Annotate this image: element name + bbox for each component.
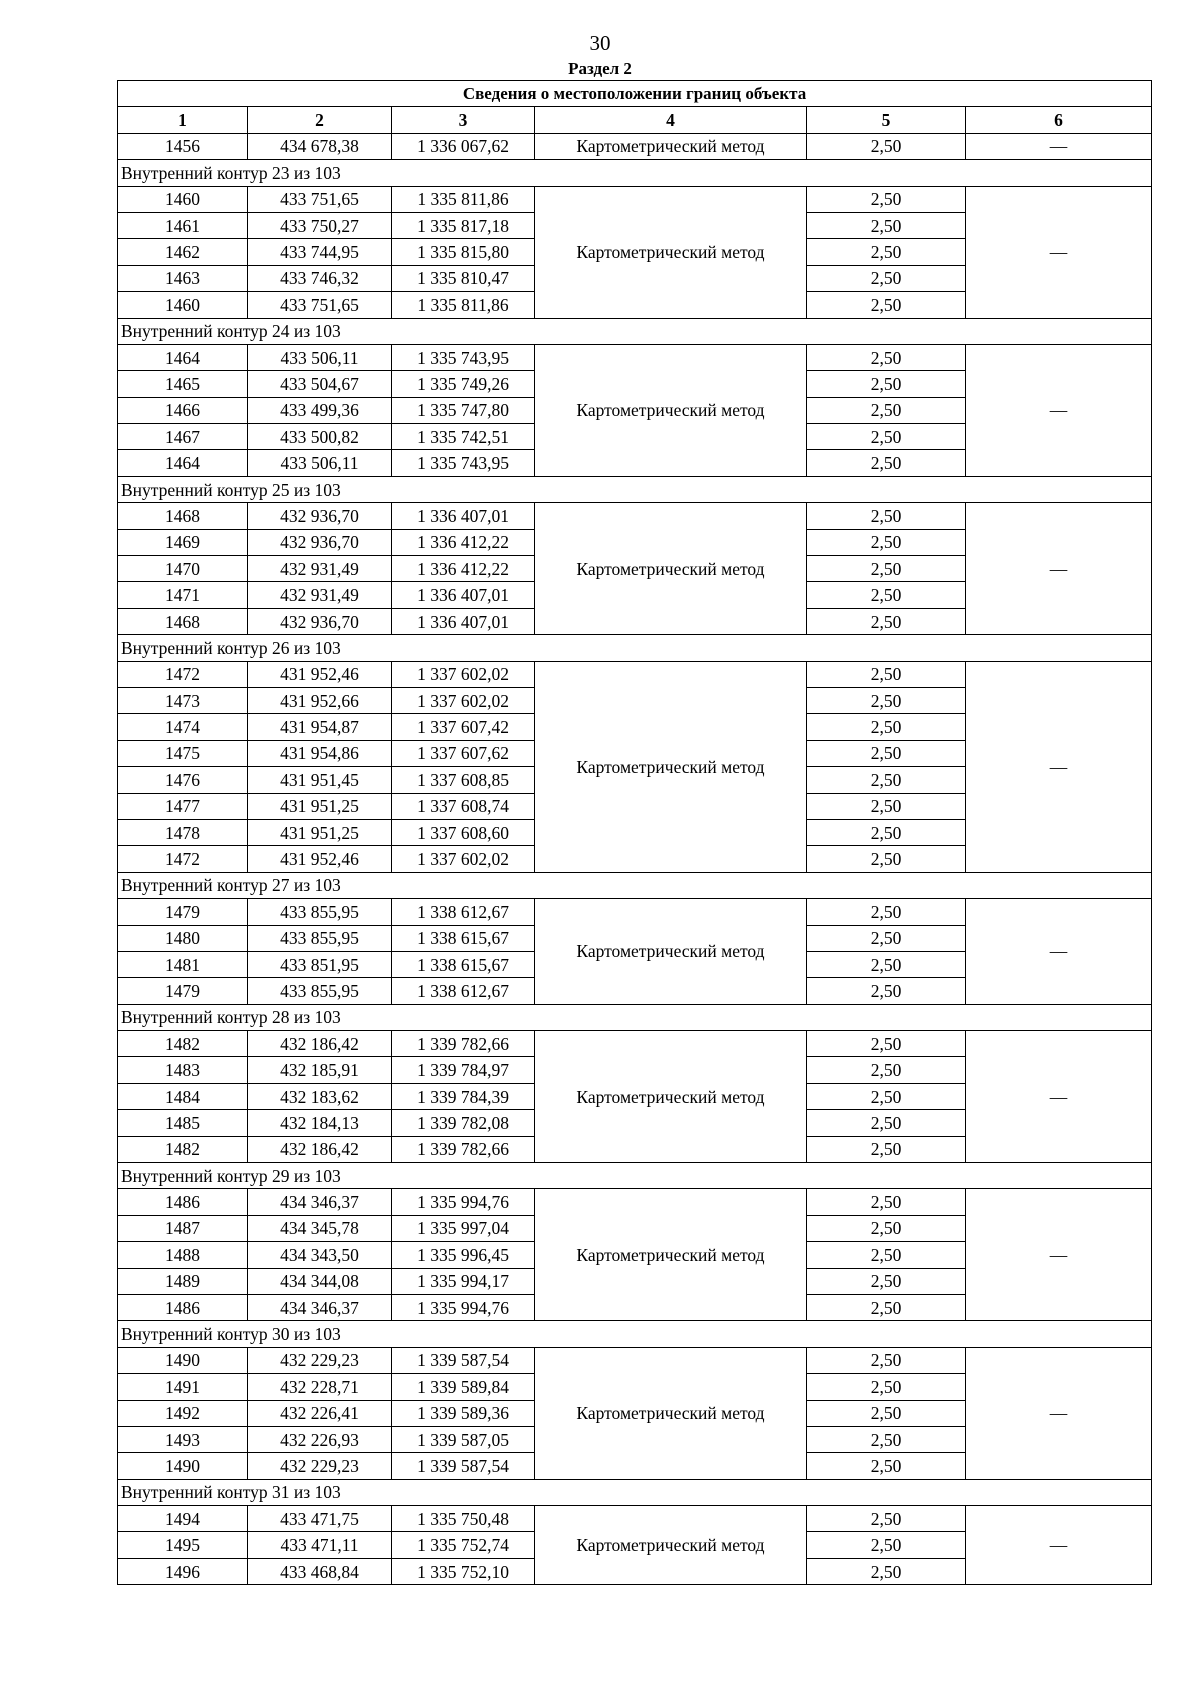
accuracy-cell: 2,50: [807, 1083, 966, 1109]
contour-title: Внутренний контур 25 из 103: [118, 476, 1152, 502]
column-6-cell: —: [966, 133, 1152, 159]
coordinate-y-cell: 1 337 602,02: [392, 661, 535, 687]
coordinate-y-cell: 1 335 811,86: [392, 186, 535, 212]
contour-title: Внутренний контур 29 из 103: [118, 1163, 1152, 1189]
coordinate-x-cell: 432 936,70: [248, 529, 392, 555]
column-6-cell: —: [966, 503, 1152, 635]
boundary-coordinates-table: [117, 80, 1152, 1585]
contour-title-row: [118, 1479, 1152, 1505]
contour-title: Внутренний контур 24 из 103: [118, 318, 1152, 344]
coordinate-y-cell: 1 337 608,74: [392, 793, 535, 819]
point-number-cell: 1489: [118, 1268, 248, 1294]
coordinate-y-cell: 1 339 589,36: [392, 1400, 535, 1426]
coordinate-x-cell: 433 851,95: [248, 951, 392, 977]
coordinate-x-cell: 431 952,46: [248, 846, 392, 872]
column-6-cell: —: [966, 899, 1152, 1005]
contour-title: Внутренний контур 31 из 103: [118, 1479, 1152, 1505]
coordinate-x-cell: 432 936,70: [248, 503, 392, 529]
method-cell: Картометрический метод: [535, 503, 807, 635]
coordinate-y-cell: 1 335 752,74: [392, 1532, 535, 1558]
coordinate-y-cell: 1 336 407,01: [392, 608, 535, 634]
coordinate-y-cell: 1 335 742,51: [392, 424, 535, 450]
coordinate-y-cell: 1 336 412,22: [392, 529, 535, 555]
coordinate-x-cell: 432 229,23: [248, 1347, 392, 1373]
accuracy-cell: 2,50: [807, 1031, 966, 1057]
point-number-cell: 1485: [118, 1110, 248, 1136]
accuracy-cell: 2,50: [807, 608, 966, 634]
accuracy-cell: 2,50: [807, 582, 966, 608]
coordinate-x-cell: 431 954,87: [248, 714, 392, 740]
column-number: 3: [392, 107, 535, 133]
coordinate-y-cell: 1 337 602,02: [392, 846, 535, 872]
coordinate-y-cell: 1 335 810,47: [392, 265, 535, 291]
contour-title-row: [118, 318, 1152, 344]
coordinate-x-cell: 433 504,67: [248, 371, 392, 397]
contour-title-row: [118, 635, 1152, 661]
coordinate-x-cell: 433 750,27: [248, 212, 392, 238]
coordinate-x-cell: 432 931,49: [248, 582, 392, 608]
point-number-cell: 1495: [118, 1532, 248, 1558]
coordinate-x-cell: 432 226,93: [248, 1426, 392, 1452]
point-number-cell: 1465: [118, 371, 248, 397]
column-6-cell: —: [966, 661, 1152, 872]
point-number-cell: 1479: [118, 899, 248, 925]
accuracy-cell: 2,50: [807, 133, 966, 159]
column-number: 1: [118, 107, 248, 133]
accuracy-cell: 2,50: [807, 371, 966, 397]
coordinate-x-cell: 433 751,65: [248, 292, 392, 318]
page-number: 30: [589, 31, 611, 55]
column-number: 5: [807, 107, 966, 133]
point-number-cell: 1464: [118, 344, 248, 370]
point-number-cell: 1487: [118, 1215, 248, 1241]
point-number-cell: 1469: [118, 529, 248, 555]
coordinate-x-cell: 431 952,46: [248, 661, 392, 687]
accuracy-cell: 2,50: [807, 186, 966, 212]
coordinate-x-cell: 432 229,23: [248, 1453, 392, 1479]
coordinate-y-cell: 1 335 743,95: [392, 344, 535, 370]
point-number-cell: 1461: [118, 212, 248, 238]
table-body: [118, 81, 1152, 1585]
table-row: [118, 899, 1152, 925]
coordinate-x-cell: 432 936,70: [248, 608, 392, 634]
accuracy-cell: 2,50: [807, 1347, 966, 1373]
coordinate-x-cell: 433 855,95: [248, 978, 392, 1004]
point-number-cell: 1474: [118, 714, 248, 740]
accuracy-cell: 2,50: [807, 793, 966, 819]
accuracy-cell: 2,50: [807, 1215, 966, 1241]
point-number-cell: 1466: [118, 397, 248, 423]
coordinate-y-cell: 1 338 615,67: [392, 951, 535, 977]
coordinate-y-cell: 1 336 407,01: [392, 503, 535, 529]
table-row: [118, 344, 1152, 370]
coordinate-y-cell: 1 336 412,22: [392, 556, 535, 582]
accuracy-cell: 2,50: [807, 450, 966, 476]
coordinate-y-cell: 1 339 784,39: [392, 1083, 535, 1109]
point-number-cell: 1460: [118, 186, 248, 212]
coordinate-x-cell: 433 499,36: [248, 397, 392, 423]
method-cell: Картометрический метод: [535, 661, 807, 872]
method-cell: Картометрический метод: [535, 133, 807, 159]
point-number-cell: 1472: [118, 846, 248, 872]
coordinate-y-cell: 1 336 407,01: [392, 582, 535, 608]
accuracy-cell: 2,50: [807, 239, 966, 265]
coordinate-y-cell: 1 335 749,26: [392, 371, 535, 397]
accuracy-cell: 2,50: [807, 503, 966, 529]
point-number-cell: 1490: [118, 1453, 248, 1479]
coordinate-x-cell: 433 471,11: [248, 1532, 392, 1558]
accuracy-cell: 2,50: [807, 265, 966, 291]
point-number-cell: 1482: [118, 1136, 248, 1162]
coordinate-x-cell: 434 346,37: [248, 1189, 392, 1215]
coordinate-y-cell: 1 337 602,02: [392, 687, 535, 713]
point-number-cell: 1468: [118, 608, 248, 634]
accuracy-cell: 2,50: [807, 714, 966, 740]
coordinate-y-cell: 1 335 743,95: [392, 450, 535, 476]
accuracy-cell: 2,50: [807, 1136, 966, 1162]
column-6-cell: —: [966, 1189, 1152, 1321]
contour-title-row: [118, 1004, 1152, 1030]
coordinate-x-cell: 433 746,32: [248, 265, 392, 291]
point-number-cell: 1467: [118, 424, 248, 450]
coordinate-x-cell: 434 678,38: [248, 133, 392, 159]
table-row: [118, 661, 1152, 687]
coordinate-x-cell: 433 744,95: [248, 239, 392, 265]
coordinate-x-cell: 432 186,42: [248, 1031, 392, 1057]
accuracy-cell: 2,50: [807, 1532, 966, 1558]
accuracy-cell: 2,50: [807, 1057, 966, 1083]
contour-title: Внутренний контур 26 из 103: [118, 635, 1152, 661]
method-cell: Картометрический метод: [535, 186, 807, 318]
coordinate-y-cell: 1 335 994,76: [392, 1189, 535, 1215]
coordinate-y-cell: 1 337 607,62: [392, 740, 535, 766]
accuracy-cell: 2,50: [807, 397, 966, 423]
coordinate-x-cell: 432 228,71: [248, 1374, 392, 1400]
coordinate-x-cell: 433 468,84: [248, 1558, 392, 1584]
contour-title-row: [118, 1163, 1152, 1189]
column-number: 6: [966, 107, 1152, 133]
coordinate-y-cell: 1 335 747,80: [392, 397, 535, 423]
coordinate-x-cell: 433 471,75: [248, 1506, 392, 1532]
point-number-cell: 1475: [118, 740, 248, 766]
coordinate-y-cell: 1 336 067,62: [392, 133, 535, 159]
method-cell: Картометрический метод: [535, 1189, 807, 1321]
contour-title: Внутренний контур 28 из 103: [118, 1004, 1152, 1030]
column-6-cell: —: [966, 1506, 1152, 1585]
coordinate-x-cell: 432 186,42: [248, 1136, 392, 1162]
table-row: [118, 1031, 1152, 1057]
method-cell: Картометрический метод: [535, 1347, 807, 1479]
coordinate-x-cell: 433 506,11: [248, 344, 392, 370]
coordinate-x-cell: 433 855,95: [248, 925, 392, 951]
point-number-cell: 1463: [118, 265, 248, 291]
coordinate-y-cell: 1 338 612,67: [392, 978, 535, 1004]
coordinate-x-cell: 432 185,91: [248, 1057, 392, 1083]
coordinate-y-cell: 1 338 615,67: [392, 925, 535, 951]
point-number-cell: 1486: [118, 1189, 248, 1215]
accuracy-cell: 2,50: [807, 1294, 966, 1320]
coordinate-y-cell: 1 339 587,05: [392, 1426, 535, 1452]
coordinate-y-cell: 1 339 587,54: [392, 1347, 535, 1373]
accuracy-cell: 2,50: [807, 1268, 966, 1294]
contour-title: Внутренний контур 23 из 103: [118, 160, 1152, 186]
coordinate-x-cell: 434 344,08: [248, 1268, 392, 1294]
coordinate-x-cell: 431 951,45: [248, 767, 392, 793]
column-6-cell: —: [966, 344, 1152, 476]
column-number: 2: [248, 107, 392, 133]
coordinate-y-cell: 1 335 815,80: [392, 239, 535, 265]
accuracy-cell: 2,50: [807, 1426, 966, 1452]
point-number-cell: 1491: [118, 1374, 248, 1400]
coordinate-y-cell: 1 335 996,45: [392, 1242, 535, 1268]
accuracy-cell: 2,50: [807, 767, 966, 793]
accuracy-cell: 2,50: [807, 1110, 966, 1136]
point-number-cell: 1480: [118, 925, 248, 951]
method-cell: Картометрический метод: [535, 344, 807, 476]
coordinate-y-cell: 1 339 587,54: [392, 1453, 535, 1479]
coordinate-x-cell: 432 184,13: [248, 1110, 392, 1136]
coordinate-y-cell: 1 339 589,84: [392, 1374, 535, 1400]
coordinate-x-cell: 433 855,95: [248, 899, 392, 925]
coordinate-x-cell: 431 954,86: [248, 740, 392, 766]
accuracy-cell: 2,50: [807, 1374, 966, 1400]
coordinate-x-cell: 431 952,66: [248, 687, 392, 713]
coordinate-x-cell: 431 951,25: [248, 819, 392, 845]
accuracy-cell: 2,50: [807, 1189, 966, 1215]
accuracy-cell: 2,50: [807, 529, 966, 555]
coordinate-y-cell: 1 335 752,10: [392, 1558, 535, 1584]
accuracy-cell: 2,50: [807, 1400, 966, 1426]
table-row: [118, 503, 1152, 529]
table-row: [118, 1189, 1152, 1215]
accuracy-cell: 2,50: [807, 899, 966, 925]
point-number-cell: 1482: [118, 1031, 248, 1057]
coordinate-x-cell: 433 500,82: [248, 424, 392, 450]
accuracy-cell: 2,50: [807, 212, 966, 238]
accuracy-cell: 2,50: [807, 1506, 966, 1532]
accuracy-cell: 2,50: [807, 424, 966, 450]
coordinate-x-cell: 434 343,50: [248, 1242, 392, 1268]
accuracy-cell: 2,50: [807, 1558, 966, 1584]
accuracy-cell: 2,50: [807, 292, 966, 318]
column-number: 4: [535, 107, 807, 133]
coordinate-y-cell: 1 335 997,04: [392, 1215, 535, 1241]
column-6-cell: —: [966, 186, 1152, 318]
point-number-cell: 1493: [118, 1426, 248, 1452]
contour-title: Внутренний контур 30 из 103: [118, 1321, 1152, 1347]
point-number-cell: 1496: [118, 1558, 248, 1584]
point-number-cell: 1476: [118, 767, 248, 793]
coordinate-y-cell: 1 335 994,17: [392, 1268, 535, 1294]
column-6-cell: —: [966, 1347, 1152, 1479]
coordinate-x-cell: 432 226,41: [248, 1400, 392, 1426]
table-caption: Сведения о местоположении границ объекта: [118, 81, 1152, 107]
point-number-cell: 1488: [118, 1242, 248, 1268]
coordinate-y-cell: 1 335 750,48: [392, 1506, 535, 1532]
table-row: [118, 186, 1152, 212]
coordinate-x-cell: 434 346,37: [248, 1294, 392, 1320]
table-row: [118, 1506, 1152, 1532]
point-number-cell: 1472: [118, 661, 248, 687]
coordinate-x-cell: 433 751,65: [248, 186, 392, 212]
coordinate-x-cell: 431 951,25: [248, 793, 392, 819]
point-number-cell: 1473: [118, 687, 248, 713]
point-number-cell: 1468: [118, 503, 248, 529]
point-number-cell: 1478: [118, 819, 248, 845]
accuracy-cell: 2,50: [807, 556, 966, 582]
coordinate-y-cell: 1 335 817,18: [392, 212, 535, 238]
accuracy-cell: 2,50: [807, 687, 966, 713]
point-number-cell: 1456: [118, 133, 248, 159]
point-number-cell: 1470: [118, 556, 248, 582]
accuracy-cell: 2,50: [807, 1453, 966, 1479]
point-number-cell: 1492: [118, 1400, 248, 1426]
coordinate-x-cell: 434 345,78: [248, 1215, 392, 1241]
contour-title-row: [118, 476, 1152, 502]
coordinate-y-cell: 1 339 784,97: [392, 1057, 535, 1083]
point-number-cell: 1484: [118, 1083, 248, 1109]
method-cell: Картометрический метод: [535, 899, 807, 1005]
point-number-cell: 1479: [118, 978, 248, 1004]
accuracy-cell: 2,50: [807, 1242, 966, 1268]
column-numbers-row: [118, 107, 1152, 133]
accuracy-cell: 2,50: [807, 846, 966, 872]
contour-title-row: [118, 1321, 1152, 1347]
coordinate-y-cell: 1 337 607,42: [392, 714, 535, 740]
accuracy-cell: 2,50: [807, 819, 966, 845]
coordinate-y-cell: 1 338 612,67: [392, 899, 535, 925]
contour-title: Внутренний контур 27 из 103: [118, 872, 1152, 898]
coordinate-y-cell: 1 337 608,60: [392, 819, 535, 845]
column-6-cell: —: [966, 1031, 1152, 1163]
point-number-cell: 1486: [118, 1294, 248, 1320]
contour-title-row: [118, 160, 1152, 186]
point-number-cell: 1494: [118, 1506, 248, 1532]
coordinate-y-cell: 1 339 782,08: [392, 1110, 535, 1136]
coordinate-x-cell: 432 183,62: [248, 1083, 392, 1109]
method-cell: Картометрический метод: [535, 1031, 807, 1163]
coordinate-y-cell: 1 339 782,66: [392, 1136, 535, 1162]
coordinate-y-cell: 1 335 811,86: [392, 292, 535, 318]
point-number-cell: 1483: [118, 1057, 248, 1083]
accuracy-cell: 2,50: [807, 925, 966, 951]
point-number-cell: 1462: [118, 239, 248, 265]
point-number-cell: 1477: [118, 793, 248, 819]
coordinate-y-cell: 1 337 608,85: [392, 767, 535, 793]
coordinate-y-cell: 1 335 994,76: [392, 1294, 535, 1320]
contour-title-row: [118, 872, 1152, 898]
table-row: [118, 133, 1152, 159]
coordinate-y-cell: 1 339 782,66: [392, 1031, 535, 1057]
point-number-cell: 1464: [118, 450, 248, 476]
coordinate-x-cell: 432 931,49: [248, 556, 392, 582]
section-title: Раздел 2: [568, 59, 632, 78]
point-number-cell: 1490: [118, 1347, 248, 1373]
table-row: [118, 1347, 1152, 1373]
coordinate-x-cell: 433 506,11: [248, 450, 392, 476]
accuracy-cell: 2,50: [807, 978, 966, 1004]
method-cell: Картометрический метод: [535, 1506, 807, 1585]
point-number-cell: 1460: [118, 292, 248, 318]
accuracy-cell: 2,50: [807, 951, 966, 977]
point-number-cell: 1471: [118, 582, 248, 608]
table-caption-row: [118, 81, 1152, 107]
accuracy-cell: 2,50: [807, 344, 966, 370]
point-number-cell: 1481: [118, 951, 248, 977]
accuracy-cell: 2,50: [807, 661, 966, 687]
accuracy-cell: 2,50: [807, 740, 966, 766]
